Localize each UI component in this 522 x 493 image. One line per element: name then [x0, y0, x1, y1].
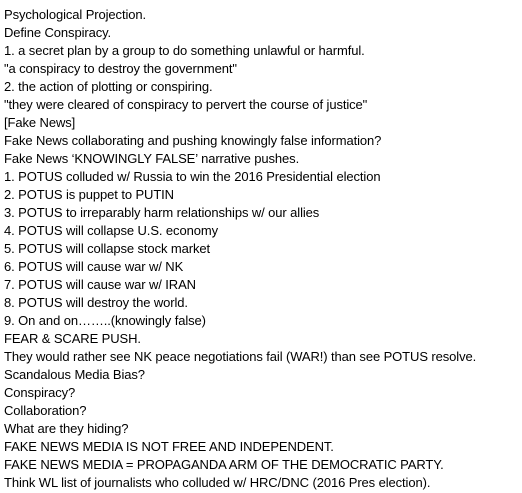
doc-line-example-1: "a conspiracy to destroy the government": [4, 61, 237, 76]
doc-line-definition-2: 2. the action of plotting or conspiring.: [4, 79, 213, 94]
doc-line-question: Fake News collaborating and pushing knowingly false information?: [4, 133, 382, 148]
doc-line-list-item-2: 2. POTUS is puppet to PUTIN: [4, 187, 174, 202]
doc-line-nk-negotiations: They would rather see NK peace negotiations fail (WAR!) than see POTUS resolve.: [4, 349, 477, 364]
doc-line-define-heading: Define Conspiracy.: [4, 25, 112, 40]
doc-line-conspiracy: Conspiracy?: [4, 385, 76, 400]
doc-line-fake-news-tag: [Fake News]: [4, 115, 76, 130]
doc-line-wl-list: Think WL list of journalists who colluded w/ HRC/DNC (2016 Pres election).: [4, 475, 431, 490]
doc-line-list-item-5: 5. POTUS will collapse stock market: [4, 241, 211, 256]
doc-line-list-item-9: 9. On and on……..(knowingly false): [4, 313, 206, 328]
doc-line-list-item-8: 8. POTUS will destroy the world.: [4, 295, 188, 310]
doc-line-list-item-7: 7. POTUS will cause war w/ IRAN: [4, 277, 196, 292]
doc-line-list-item-4: 4. POTUS will collapse U.S. economy: [4, 223, 218, 238]
doc-line-hiding: What are they hiding?: [4, 421, 129, 436]
doc-line-example-2: "they were cleared of conspiracy to pervert the course of justice": [4, 97, 368, 112]
doc-line-definition-1: 1. a secret plan by a group to do something unlawful or harmful.: [4, 43, 365, 58]
doc-line-list-item-3: 3. POTUS to irreparably harm relationships w/ our allies: [4, 205, 320, 220]
doc-line-media-bias: Scandalous Media Bias?: [4, 367, 145, 382]
doc-line-list-item-6: 6. POTUS will cause war w/ NK: [4, 259, 184, 274]
document-body: [4, 6, 518, 492]
doc-line-fear-push: FEAR & SCARE PUSH.: [4, 331, 141, 346]
doc-line-not-free: FAKE NEWS MEDIA IS NOT FREE AND INDEPENDENT.: [4, 439, 334, 454]
doc-line-list-heading: Fake News ‘KNOWINGLY FALSE’ narrative pushes.: [4, 151, 300, 166]
doc-line-list-item-1: 1. POTUS colluded w/ Russia to win the 2016 Presidential election: [4, 169, 381, 184]
doc-line-propaganda: FAKE NEWS MEDIA = PROPAGANDA ARM OF THE DEMOCRATIC PARTY.: [4, 457, 444, 472]
doc-line-collaboration: Collaboration?: [4, 403, 87, 418]
doc-line-title: Psychological Projection.: [4, 7, 147, 22]
